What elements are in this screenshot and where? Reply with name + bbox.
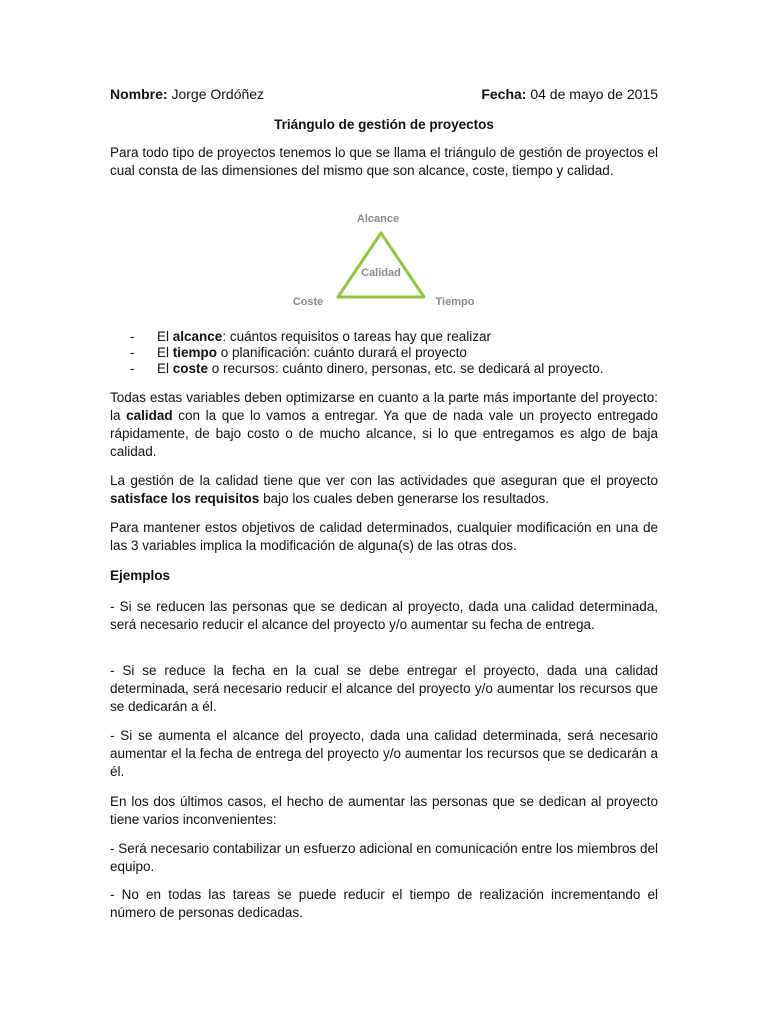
- quality-paragraph: La gestión de la calidad tiene que ver con las actividades que aseguran que el proyecto satisface los requisitos bajo los cuales deben generarse los resultados.: [110, 473, 658, 506]
- example-paragraph: - Si se reducen las personas que se dedican al proyecto, dada una calidad determinada, será necesario reducir el alcance del proyecto y/o aumentar su fecha de entrega.: [110, 599, 658, 632]
- last-cases-paragraph: En los dos últimos casos, el hecho de aumentar las personas que se dedican al proyecto tiene varios inconvenientes:: [110, 794, 658, 827]
- date-field: [481, 86, 658, 102]
- date-value: 04 de mayo de 2015: [530, 86, 658, 102]
- diagram-label-left: Coste: [292, 296, 324, 308]
- examples-heading: Ejemplos: [110, 568, 171, 583]
- list-item: - El tiempo o planificación: cuánto durará el proyecto: [130, 345, 467, 360]
- name-field: [110, 86, 264, 102]
- maintain-paragraph: Para mantener estos objetivos de calidad determinados, cualquier modificación en una de las 3 variables implica la modificación de alguna(s) de las otras dos.: [110, 520, 658, 553]
- diagram-label-center: Calidad: [361, 267, 401, 279]
- list-item: - El alcance: cuántos requisitos o tareas hay que realizar: [130, 329, 491, 344]
- header-row: [110, 86, 658, 106]
- name-label: Nombre:: [110, 86, 168, 102]
- dimensions-list: [110, 329, 658, 377]
- list-item: - El coste o recursos: cuánto dinero, personas, etc. se dedicará al proyecto.: [130, 361, 604, 376]
- diagram-label-right: Tiempo: [435, 296, 475, 308]
- name-value: Jorge Ordóñez: [171, 86, 265, 102]
- document-title: Triángulo de gestión de proyectos: [274, 117, 494, 132]
- date-label: Fecha:: [481, 86, 527, 102]
- project-triangle-diagram: [280, 206, 488, 316]
- intro-paragraph: Para todo tipo de proyectos tenemos lo que se llama el triángulo de gestión de proyectos el cual consta de las dimensiones del mismo que son alcance, coste, tiempo y calidad.: [110, 145, 658, 178]
- triangle-shape: [338, 233, 424, 297]
- diagram-label-top: Alcance: [356, 213, 400, 225]
- drawback-paragraph: - Será necesario contabilizar un esfuerzo adicional en comunicación entre los miembros del equipo.: [110, 841, 658, 874]
- optimize-paragraph: Todas estas variables deben optimizarse en cuanto a la parte más importante del proyecto: la calidad con la que lo vamos a entregar. Ya que de nada vale un proyecto entregado rápidamente, de bajo costo o de mucho alcance, si lo que entregamos es algo de baja calidad.: [110, 390, 659, 459]
- drawback-paragraph: - No en todas las tareas se puede reducir el tiempo de realización incrementando el número de personas dedicadas.: [110, 887, 658, 920]
- example-paragraph: - Si se aumenta el alcance del proyecto, dada una calidad determinada, será necesario aumentar el la fecha de entrega del proyecto y/o aumentar los recursos que se dedicarán a él.: [110, 728, 658, 779]
- example-paragraph: - Si se reduce la fecha en la cual se debe entregar el proyecto, dada una calidad determinada, será necesario reducir el alcance del proyecto y/o aumentar los recursos que se dedicarán a él.: [110, 663, 658, 714]
